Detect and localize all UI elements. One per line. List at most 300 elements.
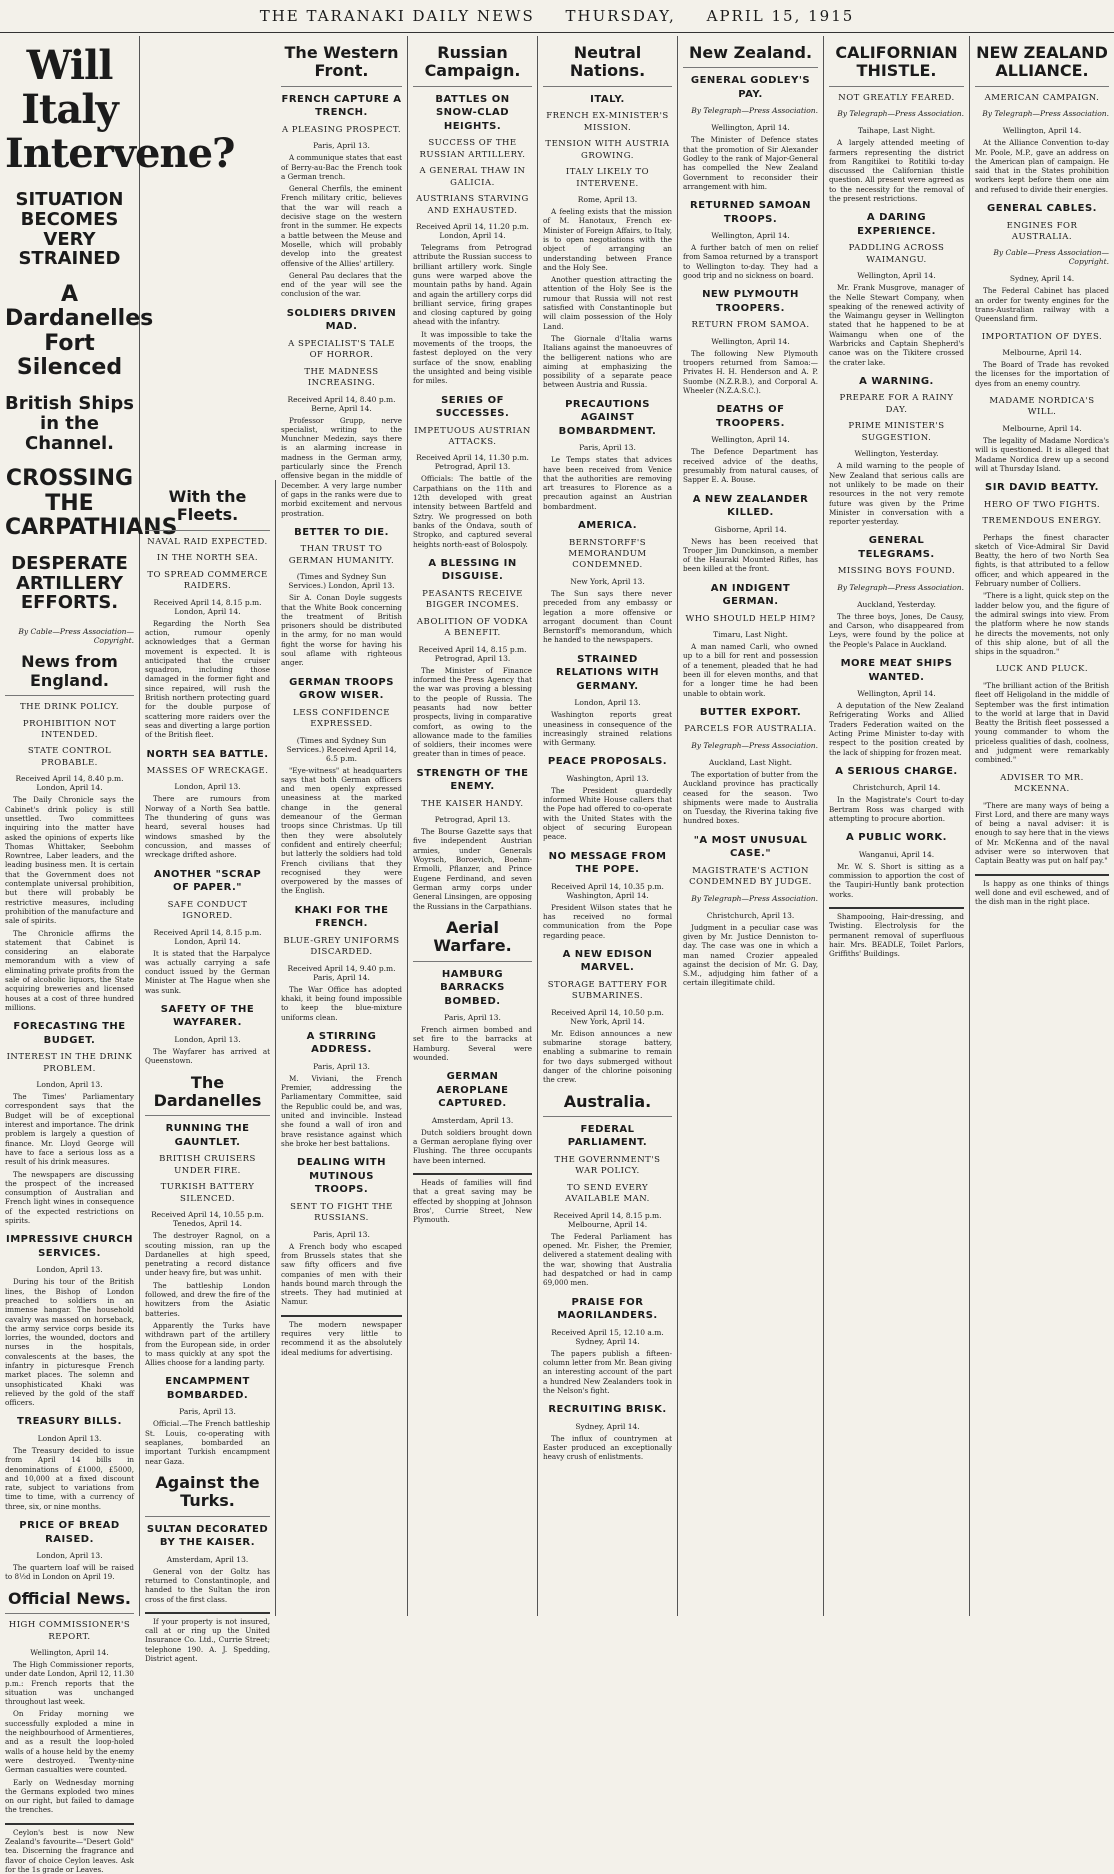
dateline: Christchurch, April 14. (852, 783, 941, 793)
subhead: SUCCESS OF THE RUSSIAN ARTILLERY. (419, 138, 526, 160)
paragraph: Early on Wednesday morning the Germans exploded two mines on our right, but failed to damage the trenches. (5, 1777, 134, 1815)
column-2 (140, 480, 276, 1664)
article-head: Aerial Warfare. (413, 919, 532, 962)
subhead: PADDLING ACROSS WAIMANGU. (848, 243, 945, 265)
subhead: GERMAN AEROPLANE CAPTURED. (436, 1071, 509, 1110)
column-7 (824, 36, 970, 1616)
article (683, 493, 818, 574)
subhead: AMERICA. (577, 520, 637, 532)
paragraph: During his tour of the British lines, the Bishop of London preached to soldiers in an immense hangar. The household cavalry was massed on horseback, the army service corps beside its lorries, the wounded, doctors and nurses in the hospitals, convalescents at the bases, the infantry in picturesque French market places. The solemn and unsophisticated Khaki was relieved by the gold of the staff officers. (5, 1277, 134, 1408)
dateline: London, April 13. (36, 1080, 103, 1090)
subhead: ABOLITION OF VODKA A BENEFIT. (416, 616, 529, 639)
article (683, 199, 818, 280)
article-head: Russian Campaign. (413, 44, 532, 87)
paragraph: Officials: The battle of the Carpathians on the 11th and 12th developed with great intensity between Bartfeld and Sztry. We progressed on both banks of the Ondava, south of Stropko, and captured several heights north-east of Bolospoly. (413, 474, 532, 549)
paragraph: News has been received that Trooper Jim Dunckinson, a member of the Hauraki Mounted Rifles, has been killed at the front. (683, 536, 818, 574)
subhead: NORTH SEA BATTLE. (146, 748, 269, 760)
article (5, 1590, 134, 1815)
subhead: A DARING EXPERIENCE. (857, 212, 936, 237)
dateline: London, April 13. (36, 1265, 103, 1275)
article (683, 834, 818, 988)
dateline: (Times and Sydney Sun Services.) London, April 13. (288, 572, 395, 591)
article-head: Australia. (543, 1093, 672, 1117)
byline: By Cable—Press Association—Copyright. (993, 248, 1109, 267)
subhead: NEW PLYMOUTH TROOPERS. (702, 289, 799, 314)
paragraph: French airmen bombed and set fire to the barracks at Hamburg. Several were wounded. (413, 1025, 532, 1063)
article (543, 850, 672, 940)
dateline: Received April 14, 8.40 p.m. London, April 14. (15, 774, 124, 793)
article-head: The Western Front. (281, 44, 402, 87)
advertisement (5, 1823, 134, 1874)
dateline: Rome, April 13. (577, 195, 638, 205)
paragraph: Dutch soldiers brought down a German aeroplane flying over Flushing. The three occupants have been interned. (413, 1127, 532, 1165)
dateline: Paris, April 13. (179, 1407, 236, 1417)
subhead: A STIRRING ADDRESS. (306, 1030, 377, 1056)
paragraph: The following New Plymouth troopers returned from Samoa:—Privates H. H. Henderson and A. P. Suombe (N.Z.R.B.), and Corporal A. Wheeler (N.Z.A.S.C.). (683, 348, 818, 396)
paragraph: A feeling exists that the mission of M. Hanotaux, French ex-Minister of Foreign Affairs, to Italy, is to open negotiations with the object of arranging an understanding between France and the Holy See. (543, 207, 672, 272)
dateline: Amsterdam, April 13. (166, 1554, 249, 1564)
dateline: Paris, April 13. (313, 1061, 370, 1071)
headline-strained: SITUATION BECOMES VERY STRAINED (15, 189, 124, 270)
paragraph: The newspapers are discussing the prospect of the increased consumption of Australian and French light wines in consequence of the expected restrictions on spirits. (5, 1169, 134, 1226)
dateline: Washington, April 13. (566, 773, 649, 783)
subhead: A PLEASING PROSPECT. (281, 124, 402, 135)
article (145, 748, 270, 860)
subhead: PREPARE FOR A RAINY DAY. (839, 393, 954, 415)
paragraph: "There is a light, quick step on the ladder below you, and the figure of the admiral swings into view. From the platform where he now stands he directs the movements, not only of this ship alone, but of all the ships in the squadron." (975, 591, 1110, 657)
paragraph: A deputation of the New Zealand Refrigerating Works and Allied Traders Federation waited on the Acting Prime Minister to-day with respect to the position created by the lack of shipping for frozen meat. (829, 701, 964, 757)
paragraph: The papers publish a fifteen-column letter from Mr. Bean giving an interesting account of the part a hundred New Zealanders took in the Nelson's fight. (543, 1348, 672, 1395)
article-head: Against the Turks. (145, 1474, 270, 1517)
article (281, 307, 402, 518)
subhead: SAFE CONDUCT IGNORED. (167, 899, 248, 922)
paragraph: The Giornale d'Italia warns Italians against the manoeuvres of the belligerent nations who are aiming at emphasizing the possibility of a separate peace between Austria and Russia. (543, 333, 672, 390)
paragraph: Le Temps states that advices have been received from Venice that the authorities are removing art treasures to Florence as a precaution against an Austrian bombardment. (543, 455, 672, 511)
paragraph: The War Office has adopted khaki, it being found impossible to keep the blue-mixture uniforms clean. (281, 984, 402, 1022)
subhead: WHO SHOULD HELP HIM? (685, 613, 816, 624)
paragraph: A mild warning to the people of New Zealand that serious calls are not unlikely to be made on their resources in the not very remote future was given by the Prime Minister in conversation with a reporter yesterday. (829, 461, 964, 527)
paragraph: Mr. Edison announces a new submarine storage battery, enabling a submarine to remain for two days submerged without danger of the chlorine poisoning the crew. (543, 1028, 672, 1085)
paragraph: The battleship London followed, and drew the fire of the howitzers from the Asiatic batteries. (145, 1280, 270, 1318)
dateline: Timaru, Last Night. (713, 630, 788, 640)
paragraph: Mr. Frank Musgrove, manager of the Nelle Stewart Company, when speaking of the renewed activity of the Waimangu geyser in Wellington stated that he happened to be at Waimangu when one of the Warbricks and Captain Shepherd's canoe was on the Tikitere crossed the crater lake. (829, 283, 964, 367)
subhead: A SERIOUS CHARGE. (835, 765, 958, 777)
subhead: SENT TO FIGHT THE RUSSIANS. (290, 1201, 393, 1224)
article (145, 1003, 270, 1066)
subhead: STRENGTH OF THE ENEMY. (416, 767, 529, 793)
article (683, 706, 818, 826)
article (281, 526, 402, 668)
dateline: Christchurch, April 13. (706, 910, 795, 920)
paragraph: Official.—The French battleship St. Louis, co-operating with seaplanes, bombarded an important Turkish encampment near Gaza. (145, 1419, 270, 1466)
article (5, 1233, 134, 1407)
article (413, 919, 532, 1062)
dateline: Received April 14, 10.35 p.m. Washington, April 14. (551, 881, 664, 900)
paragraph: Perhaps the finest character sketch of Vice-Admiral Sir David Beatty, the hero of two North Sea fights, is that attributed to a fellow officer, and which appeared in the February number of Colliers. (975, 532, 1109, 589)
article (829, 375, 964, 526)
advertisement (829, 907, 964, 958)
subhead: A NEW ZEALANDER KILLED. (692, 493, 809, 518)
subhead: KHAKI FOR THE FRENCH. (294, 904, 389, 930)
article (683, 288, 818, 395)
subhead: THE GOVERNMENT'S WAR POLICY. (554, 1154, 661, 1177)
article (543, 519, 672, 645)
dateline: Received April 14, 9.40 p.m. Paris, April 14. (287, 963, 396, 982)
subhead: ENCAMPMENT BOMBARDED. (165, 1376, 250, 1401)
article (145, 488, 270, 740)
paragraph: It was impossible to take the movements of the troops, the fastest deployed on the very surface of the snow, enabling the unsighted and being visible for miles. (413, 329, 532, 386)
article (145, 868, 270, 995)
article-head: News from England. (5, 653, 134, 696)
subhead: HERO OF TWO FIGHTS. (983, 499, 1101, 510)
subhead: PEACE PROPOSALS. (547, 756, 668, 768)
subhead: ITALY. (590, 93, 625, 105)
byline: By Cable—Press Association—Copyright. (18, 627, 134, 646)
subhead: TO SPREAD COMMERCE RAIDERS. (147, 569, 268, 592)
article (829, 765, 964, 823)
subhead: BATTLES ON SNOW-CLAD HEIGHTS. (435, 93, 510, 132)
article (829, 831, 964, 899)
article (281, 1030, 402, 1148)
paragraph: A further batch of men on relief from Samoa returned by a transport to Wellington to-day. They had a good trip and no sickness on board. (683, 243, 818, 281)
subhead: PRIME MINISTER'S SUGGESTION. (848, 421, 945, 443)
dateline: Received April 15, 12.10 a.m. Sydney, April 14. (551, 1327, 664, 1346)
paragraph: A communique states that east of Berry-au-Bac the French took a German trench. (281, 153, 402, 181)
ad-text: Shampooing, Hair-dressing, and Twisting. Electrolysis for the permanent removal of superfluous hair. Mrs. BEADLE, Toilet Parlors, Griffiths' Buildings. (829, 911, 964, 959)
article (145, 1375, 270, 1465)
dateline: Auckland, Yesterday. (857, 599, 936, 609)
subhead: ITALY LIKELY TO INTERVENE. (565, 167, 650, 189)
paragraph: The Defence Department has received advice of the deaths, presumably from natural causes, of Sapper E. A. Bouse. (683, 447, 818, 485)
byline: By Telegraph—Press Association. (691, 106, 818, 116)
byline: By Telegraph—Press Association. (691, 740, 818, 750)
dateline: Received April 14, 8.15 p.m. Melbourne, April 14. (553, 1210, 662, 1229)
dateline: Received April 14, 8.40 p.m. Berne, April 14. (287, 394, 396, 413)
subhead: SOLDIERS DRIVEN MAD. (286, 307, 397, 333)
article (543, 1296, 672, 1395)
article-head: Neutral Nations. (543, 44, 672, 87)
subhead: STRAINED RELATIONS WITH GERMANY. (556, 653, 659, 692)
dateline: Melbourne, April 14. (1002, 348, 1082, 358)
paragraph: "Eye-witness" at headquarters says that both German officers and men openly expressed uneasiness at the marked change in the general demeanour of the German troops since Christmas. Up till then they were absolutely confident and entirely cheerful; but latterly the soldiers had told French civilians that they recognised they were overpowered by the masses of the English. (281, 765, 402, 896)
article (683, 403, 818, 484)
subhead: FRENCH EX-MINISTER'S MISSION. (546, 111, 669, 133)
paragraph: President Wilson states that he has received no formal communication from the Pope regarding peace. (543, 902, 672, 940)
subhead: A WARNING. (859, 375, 934, 387)
subhead: TO SEND EVERY AVAILABLE MAN. (565, 1182, 650, 1205)
paragraph: In the Magistrate's Court to-day Bertram Ross was charged with attempting to procure abortion. (829, 795, 964, 823)
headline-carpathians: CROSSING THE CARPATHIANS (5, 466, 178, 540)
subhead: GENERAL TELEGRAMS. (858, 535, 935, 560)
article-head: CALIFORNIAN THISTLE. (829, 44, 964, 87)
article-head: The Dardanelles (145, 1074, 270, 1117)
dateline: Paris, April 13. (313, 141, 370, 151)
subhead: IN THE NORTH SEA. (156, 553, 259, 564)
subhead: IMPRESSIVE CHURCH SERVICES. (6, 1234, 133, 1259)
dateline: Paris, April 13. (313, 1229, 370, 1239)
subhead: NOT GREATLY FEARED. (838, 92, 955, 103)
article (145, 1474, 270, 1604)
subhead: SIR DAVID BEATTY. (985, 482, 1099, 494)
paragraph: The Federal Cabinet has placed an order for twenty engines for the trans-Australian railway with a Queensland firm. (975, 286, 1109, 324)
article (413, 767, 532, 911)
ad-text: Heads of families will find that a great saving may be effected by shopping at Johnson Bros', Currie Street, New Plymouth. (413, 1178, 532, 1225)
ad-text: Ceylon's best is now New Zealand's favourite—"Desert Gold" tea. Discerning the fragrance and flavor of choice Ceylon leaves. Ask for the 1s grade or Leaves. (5, 1827, 134, 1874)
dateline: Sydney, April 14. (1009, 274, 1075, 284)
subhead: BUTTER EXPORT. (699, 706, 802, 718)
dateline: Wellington, April 14. (1002, 126, 1082, 136)
dateline: London, April 13. (174, 782, 241, 792)
dateline: Amsterdam, April 13. (431, 1115, 514, 1125)
subhead: SULTAN DECORATED BY THE KAISER. (146, 1523, 269, 1549)
dateline: Sydney, April 14. (575, 1421, 640, 1431)
subhead: ADVISER TO MR. MCKENNA. (1000, 772, 1084, 795)
article (145, 1074, 270, 1368)
article (683, 44, 818, 191)
column-6 (678, 36, 824, 1616)
subhead: LUCK AND PLUCK. (995, 664, 1089, 675)
paragraph: At the Alliance Convention to-day Mr. Poole, M.P., gave an address on the American plan of campaign. He said that in the States prohibition workers kept before them one aim and refused to divide their energies. (975, 138, 1109, 194)
paragraph: A French body who escaped from Brussels states that she saw fifty officers and five companies of men with their hands bound march through the streets. They had mutinied at Namur. (281, 1241, 402, 1307)
subhead: STORAGE BATTERY FOR SUBMARINES. (547, 979, 668, 1002)
article (5, 653, 134, 1012)
dateline: Wellington, April 14. (711, 336, 790, 346)
subhead: STATE CONTROL PROBABLE. (27, 746, 112, 768)
subhead: TREASURY BILLS. (17, 1416, 122, 1428)
paragraph: Professor Grupp, nerve specialist, writing to the Munchner Medezin, says there is an alarming increase in madness in the German army, particularly since the French offensive began in the middle of December. A very large number of gaps in the ranks were due to morbid excitement and nervous prostration. (281, 415, 402, 518)
dateline: Wellington, April 14. (711, 435, 790, 445)
dateline: London, April 13. (36, 1551, 103, 1561)
subhead: FORECASTING THE BUDGET. (13, 1021, 126, 1046)
article (543, 948, 672, 1085)
column-3 (276, 36, 408, 1616)
paragraph: The Wayfarer has arrived at Queenstown. (145, 1046, 270, 1066)
paragraph: Regarding the North Sea action, rumour openly acknowledges that a German movement is expected. It is anticipated that the cruiser squadron, including those damaged in the former fight and since repaired, will rush the British northern protecting guard for the double purpose of scattering more raiders over the seas and diverting a large portion of the British fleet. (145, 618, 270, 740)
paragraph: The Chronicle affirms the statement that Cabinet is considering an elaborate memorandum with a view of eliminating private profits from the sale of alcoholic liquors, the State acquiring breweries and licensed houses at a cost of three hundred millions. (5, 928, 135, 1012)
dateline: (Times and Sydney Sun Services.) Received April 14, 6.5 p.m. (286, 735, 397, 763)
dateline: Wellington, April 14. (857, 271, 936, 281)
subhead: MADAME NORDICA'S WILL. (989, 396, 1095, 418)
article (413, 557, 532, 759)
subhead: BLUE-GREY UNIFORMS DISCARDED. (283, 935, 400, 958)
dateline: Melbourne, April 14. (1002, 423, 1082, 433)
subhead: BRITISH CRUISERS UNDER FIRE. (159, 1154, 256, 1176)
article (975, 396, 1109, 473)
dateline: Paris, April 13. (579, 443, 636, 453)
subhead: A PUBLIC WORK. (846, 832, 947, 844)
byline: By Telegraph—Press Association. (691, 893, 818, 903)
advertisement (975, 874, 1109, 907)
paragraph: The High Commissioner reports, under date London, April 12, 11.30 p.m.: French reports that the situation was unchanged throughout last week. (5, 1659, 134, 1707)
subhead: SAFETY OF THE WAYFARER. (160, 1003, 255, 1029)
article (543, 44, 672, 390)
paragraph: M. Viviani, the French Premier, addressing the Parliamentary Committee, said the Republic could be, and was, united and invincible. Instead she found a wall of iron and brave resistance against which she broke her best battalions. (281, 1073, 402, 1148)
subhead: MISSING BOYS FOUND. (837, 566, 956, 577)
paragraph: General Cherfils, the eminent French military critic, believes that the war will reach a decisive stage on the western front in the summer. He expects a battle between the Meuse and Moselle, which will probably develop into the greatest offensive of the Allies' artillery. (281, 184, 402, 268)
dateline: Received April 14, 10.55 p.m. Tenedos, April 14. (151, 1210, 264, 1229)
subhead: DEATHS OF TROOPERS. (716, 404, 785, 429)
paragraph: The destroyer Ragnol, on a scouting mission, ran up the Dardanelles at high speed, penetrating a record distance under heavy fire, but was unhit. (145, 1231, 270, 1278)
subhead: IMPETUOUS AUSTRIAN ATTACKS. (414, 425, 531, 448)
article (281, 676, 402, 896)
subhead: THE KAISER HANDY. (421, 798, 524, 809)
subhead: GENERAL GODLEY'S PAY. (690, 75, 811, 100)
subhead: IMPORTATION OF DYES. (981, 331, 1103, 342)
paragraph: Washington reports great uneasiness in consequence of the increasingly strained relations with Germany. (543, 710, 672, 748)
subhead: THAN TRUST TO GERMAN HUMANITY. (288, 544, 395, 566)
headline-channel: British Ships in the Channel. (5, 392, 134, 454)
subhead: TENSION WITH AUSTRIA GROWING. (545, 139, 670, 161)
dateline: Wellington, April 14. (857, 689, 936, 699)
dateline: Petrograd, April 13. (434, 815, 511, 825)
dateline: Wellington, Yesterday. (854, 449, 939, 459)
subhead: ENGINES FOR AUSTRALIA. (1006, 220, 1078, 242)
column-4 (408, 36, 538, 1616)
paragraph: The influx of countrymen at Easter produced an exceptionally heavy crush of enlistments. (543, 1433, 672, 1462)
paper-name: THE TARANAKI DAILY NEWS (259, 7, 535, 25)
dateline: Received April 14, 8.15 p.m. London, April 14. (153, 927, 262, 946)
paragraph: Another question attracting the attention of the Holy See is the rumour that Russia will not rest satisfied with Constantinople but will claim possession of the Holy Land. (543, 275, 672, 331)
subhead: PRICE OF BREAD RAISED. (19, 1520, 120, 1545)
paragraph: Telegrams from Petrograd attribute the Russian success to brilliant artillery work. Single guns were warped above the mountain paths by hand. Again and again the artillery corps did brilliant service, firing grapes and closing captured by going ahead with the infantry. (413, 243, 532, 327)
dateline: London April 13. (37, 1433, 102, 1443)
subhead: AN INDIGENT GERMAN. (710, 582, 791, 608)
article (543, 398, 672, 511)
dateline: Wellington, April 14. (711, 123, 790, 133)
article-head: New Zealand. (683, 44, 818, 68)
dateline: Taihape, Last Night. (857, 126, 936, 136)
paragraph: General Pau declares that the end of the year will see the conclusion of the war. (281, 270, 402, 299)
headline-dardanelles: A Dardanelles Fort Silenced (5, 282, 154, 380)
article (281, 44, 402, 299)
dateline: Received April 14, 8.15 p.m. Petrograd, April 13. (418, 644, 527, 663)
dateline: Received April 14, 11.30 p.m. Petrograd, April 13. (416, 453, 529, 472)
article (975, 44, 1109, 194)
dateline: London, April 13. (574, 698, 641, 708)
article (829, 211, 964, 367)
paragraph: A man named Carli, who owned up to a bill for rent and possession of a tenement, pleaded that he had been ill for eleven months, and that for a longer time he had been unable to obtain work. (683, 642, 818, 698)
dateline: New York, April 13. (570, 576, 645, 586)
paragraph: Mr. W. S. Short is sitting as a commission to apportion the cost of the Taupiri-Huntly bank protection works. (829, 861, 964, 899)
dateline: Received April 14, 10.50 p.m. New York, April 14. (551, 1007, 664, 1026)
subhead: ANOTHER "SCRAP OF PAPER." (153, 868, 262, 894)
article (975, 481, 1109, 656)
subhead: SERIES OF SUCCESSES. (435, 394, 510, 420)
subhead: PRECAUTIONS AGAINST BOMBARDMENT. (558, 398, 657, 437)
article (829, 534, 964, 649)
advertisement (413, 1173, 532, 1224)
paragraph: The Sun says there never preceded from any embassy or legation a more offensive or arrogant document than Count Bernstorff's memorandum, which he handed to the newspapers. (543, 588, 672, 645)
dateline: Wanganui, April 14. (858, 849, 935, 859)
subhead: A NEW EDISON MARVEL. (562, 948, 653, 974)
dateline: Gisborne, April 14. (714, 524, 787, 534)
article (829, 44, 964, 203)
article (683, 582, 818, 698)
subhead: RETURN FROM SAMOA. (691, 320, 810, 331)
subhead: A SPECIALIST'S TALE OF HORROR. (288, 338, 395, 361)
article (543, 1093, 672, 1288)
paragraph: The three boys, Jones, De Causy, and Carson, who disappeared from Leys, were found by the police at the People's Palace in Auckland. (829, 611, 964, 649)
paragraph: The Minister of Finance informed the Press Agency that the war was proving a blessing to the people of Russia. The peasants had now better prospects, living in comparative comfort, as owing to the allowance made to the families of soldiers, their incomes were greater than in times of peace. (413, 665, 532, 759)
paragraph: The Board of Trade has revoked the licenses for the importation of dyes from an enemy country. (975, 360, 1109, 388)
dateline: Received April 14, 8.15 p.m. London, April 14. (153, 597, 262, 616)
article (5, 1415, 134, 1511)
subhead: NAVAL RAID EXPECTED. (147, 536, 268, 547)
column-5 (538, 36, 678, 1616)
subhead: PARCELS FOR AUSTRALIA. (684, 724, 817, 735)
ad-text: If your property is not insured, call at or ring up the United Insurance Co. Ltd., Currie Street; telephone 190. A. J. Spedding, District agent. (145, 1616, 270, 1664)
subhead: MORE MEAT SHIPS WANTED. (840, 658, 953, 683)
subhead: GENERAL CABLES. (987, 203, 1097, 215)
article (281, 904, 402, 1022)
masthead (0, 0, 1114, 33)
article (975, 332, 1109, 388)
dateline: London, April 13. (174, 1034, 241, 1044)
dateline: Auckland, Last Night. (709, 757, 792, 767)
paragraph: On Friday morning we successfully exploded a mine in the neighbourhood of Armentieres, and as a result the loop-holed walls of a house held by the enemy were destroyed. Twenty-nine German casualties were counted. (5, 1709, 134, 1775)
article (5, 1020, 134, 1225)
main-headline: Will Italy Intervene? (5, 42, 235, 177)
article-head: With the Fleets. (145, 488, 270, 531)
paragraph: The Daily Chronicle says the Cabinet's drink policy is still unsettled. Two committees inquiring into the matter have asked the opinions of experts like Thomas Whittaker, Seebohm Rowntree, Laber leaders, and the leading business men. It is certain that the Government does not contemplate universal prohibition, but there will probably be restrictive measures, including prohibition of the manufacture and sale of spirits. (5, 795, 134, 926)
article-head: NEW ZEALAND ALLIANCE. (975, 44, 1109, 87)
subhead: PEASANTS RECEIVE BIGGER INCOMES. (422, 588, 523, 611)
ad-text: The modern newspaper requires very little to recommend it as the absolutely ideal mediums for advertising. (281, 1319, 402, 1357)
subhead: THE MADNESS INCREASING. (304, 366, 379, 389)
article (975, 773, 1109, 866)
article (543, 653, 672, 748)
article (543, 1403, 672, 1461)
article (543, 755, 672, 841)
paragraph: The Treasury decided to issue from April 14 bills in denominations of £1000, £5000, and 10,000 at a fixed discount rate, subject to variations from time to time, with a currency of three, six, or nine months. (5, 1445, 134, 1511)
subhead: PROHIBITION NOT INTENDED. (22, 718, 117, 740)
paragraph: There are rumours from Norway of a North Sea battle. The thundering of guns was heard, several houses had windows smashed by the concussion, and masses of wreckage drifted ashore. (145, 794, 270, 860)
paragraph: The quartern loaf will be raised to 8½d in London on April 19. (5, 1563, 134, 1582)
subhead: THE DRINK POLICY. (20, 702, 119, 713)
subhead: PRAISE FOR MAORILANDERS. (557, 1296, 658, 1322)
subhead: NO MESSAGE FROM THE POPE. (548, 850, 667, 876)
subhead: INTEREST IN THE DRINK PROBLEM. (6, 1052, 133, 1074)
byline: By Telegraph—Press Association. (837, 109, 964, 119)
subhead: LESS CONFIDENCE EXPRESSED. (293, 707, 390, 730)
subhead: FRENCH CAPTURE A TRENCH. (281, 93, 402, 119)
subhead: RUNNING THE GAUNTLET. (165, 1123, 250, 1148)
subhead: FEDERAL PARLIAMENT. (567, 1123, 648, 1149)
paper-day: THURSDAY, (565, 7, 676, 25)
paragraph: The exportation of butter from the Auckland province has practically ceased for the season. Two shipments were made to Australia on Tuesday, the Riverina taking five hundred boxes. (683, 769, 818, 826)
subhead: TREMENDOUS ENERGY. (982, 516, 1102, 527)
column-8 (970, 36, 1114, 1616)
article (413, 394, 532, 549)
article (975, 202, 1109, 324)
paragraph: It is stated that the Harpalyce was actually carrying a safe conduct issued by the German Minister at The Hague when she was sunk. (145, 948, 270, 995)
advertisement (145, 1612, 270, 1663)
byline: By Telegraph—Press Association. (982, 109, 1109, 119)
subhead: HAMBURG BARRACKS BOMBED. (440, 968, 505, 1007)
byline: By Telegraph—Press Association. (837, 582, 964, 592)
paragraph: The President guardedly informed White House callers that the Pope had offered to co-operate with the United States with the object of securing European peace. (543, 785, 672, 842)
subhead: A GENERAL THAW IN GALICIA. (419, 166, 526, 188)
subhead: BERNSTORFF'S MEMORANDUM CONDEMNED. (568, 537, 647, 571)
paragraph: Apparently the Turks have withdrawn part of the artillery from the European side, in order to mass quickly at any spot the Allies choose for a landing party. (145, 1320, 270, 1368)
dateline: Wellington, April 14. (711, 231, 790, 241)
paragraph: A largely attended meeting of farmers representing the district from Rangitikei to Rotitiki to-day discussed the Californian thistle question. All present were agreed as to the necessity for the removal of the present restrictions. (829, 138, 964, 204)
article (5, 1519, 134, 1582)
dateline: Paris, April 13. (444, 1013, 501, 1023)
ad-text: Is happy as one thinks of things well done and evil eschewed, and of the dish man in the right place. (975, 878, 1109, 907)
subhead: A BLESSING IN DISGUISE. (428, 557, 517, 583)
paragraph: The Bourse Gazette says that five independent Austrian armies, under Generals Woyrsch, Boroevich, Boehm-Ermolli, Pflanzer, and Prince Eugene Ferdinand, and seven German army corps under General Linsingen, are opposing the Russians in the Carpathians. (413, 827, 532, 911)
